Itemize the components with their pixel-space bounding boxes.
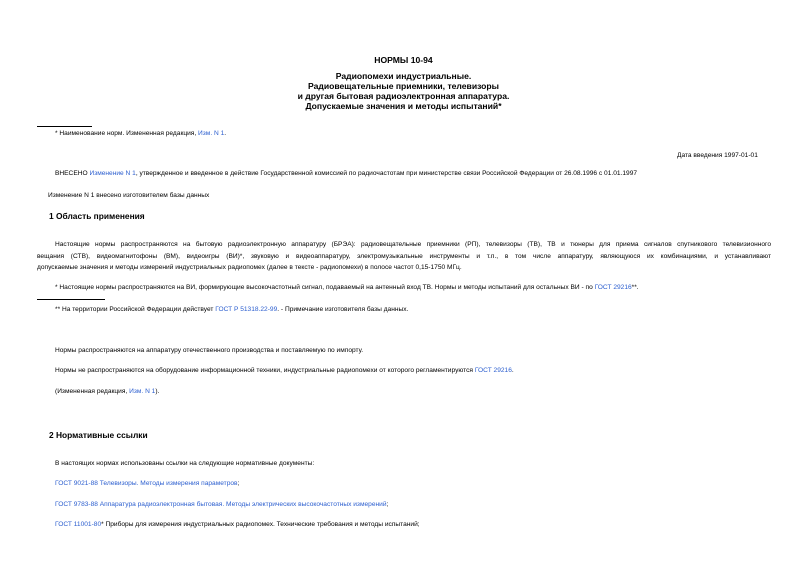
revision-note: (Измененная редакция, Изм. N 1). <box>55 388 160 395</box>
footnote-divider <box>37 126 92 127</box>
subtitle-line-4: Допускаемые значения и методы испытаний* <box>305 101 502 111</box>
gost-link[interactable]: ГОСТ Р 51318.22-99 <box>215 306 278 313</box>
scope-paragraph-2: Нормы распространяются на аппаратуру отечественного производства и поставляемую по импорту. <box>55 347 364 354</box>
reference-item: ГОСТ 11001-80* Приборы для измерения индустриальных радиопомех. Технические требования и методы испытаний; <box>55 521 420 528</box>
references-intro: В настоящих нормах использованы ссылки на следующие нормативные документы: <box>55 460 315 467</box>
introduced-note: ВНЕСЕНО Изменение N 1, утвержденное и введенное в действие Государственной комиссией по радиочастотам при министерстве связи Российской Федерации от 26.08.1996 с 01.01.1997 <box>55 170 638 177</box>
database-note: Изменение N 1 внесено изготовителем базы данных <box>48 192 210 199</box>
section-2-heading: 2 Нормативные ссылки <box>49 430 148 440</box>
scope-footnote-2: ** На территории Российской Федерации действует ГОСТ Р 51318.22-99. - Примечание изготовителя базы данных. <box>55 306 409 313</box>
scope-paragraph-3: Нормы не распространяются на оборудование информационной техники, индустриальные радиопомехи от которого регламентируются ГОСТ 29216. <box>55 367 514 374</box>
amendment-link[interactable]: Изм. N 1 <box>129 388 156 395</box>
scope-footnote-1: * Настоящие нормы распространяются на ВИ, формирующие высокочастотный сигнал, подаваемый на антенный вход ТВ. Нормы и методы испытаний для остальных ВИ - по ГОСТ 29216**. <box>55 284 639 291</box>
gost-link[interactable]: ГОСТ 29216 <box>594 284 632 291</box>
document-title: НОРМЫ 10-94 <box>374 55 433 65</box>
amendment-link[interactable]: Изменение N 1 <box>89 170 136 177</box>
footnote-divider <box>37 299 105 300</box>
gost-link[interactable]: ГОСТ 29216 <box>474 367 512 374</box>
effective-date: Дата введения 1997-01-01 <box>677 152 758 159</box>
subtitle-line-2: Радиовещательные приемники, телевизоры <box>307 81 500 91</box>
title-footnote: * Наименование норм. Измененная редакция, Изм. N 1. <box>55 130 227 137</box>
reference-item: ГОСТ 9021-88 Телевизоры. Методы измерения параметров; <box>55 480 240 487</box>
reference-item: ГОСТ 9783-88 Аппаратура радиоэлектронная бытовая. Методы электрических высокочастотных измерений; <box>55 501 389 508</box>
gost-link[interactable]: ГОСТ 9021-88 Телевизоры. Методы измерения параметров <box>55 480 238 487</box>
gost-link[interactable]: ГОСТ 9783-88 Аппаратура радиоэлектронная бытовая. Методы электрических высокочастотных измерений <box>55 501 387 508</box>
subtitle-line-3: и другая бытовая радиоэлектронная аппаратура. <box>297 91 510 101</box>
scope-paragraph: Настоящие нормы распространяются на бытовую радиоэлектронную аппаратуру (БРЭА): радиовещательные приемники (РП), телевизоры (ТВ), ТВ и тюнеры для приема сигналов спутникового телевизионного вещания (СТВ), видеомагнитофоны (ВМ), видеоигры (ВИ)*, звуковую и видеоаппаратуру, электромузыкальные инструменты и т.п., в том числе аппаратуру, являющуюся их комбинациями, и устанавливают допускаемые значения и методы измерений индустриальных радиопомех (далее в тексте - радиопомехи) в полосе частот 0,15-1750 МГц. <box>37 241 771 271</box>
subtitle-line-1: Радиопомехи индустриальные. <box>335 71 472 81</box>
section-1-heading: 1 Область применения <box>49 211 145 221</box>
gost-link[interactable]: ГОСТ 11001-80 <box>55 521 102 528</box>
amendment-link[interactable]: Изм. N 1 <box>198 130 225 137</box>
